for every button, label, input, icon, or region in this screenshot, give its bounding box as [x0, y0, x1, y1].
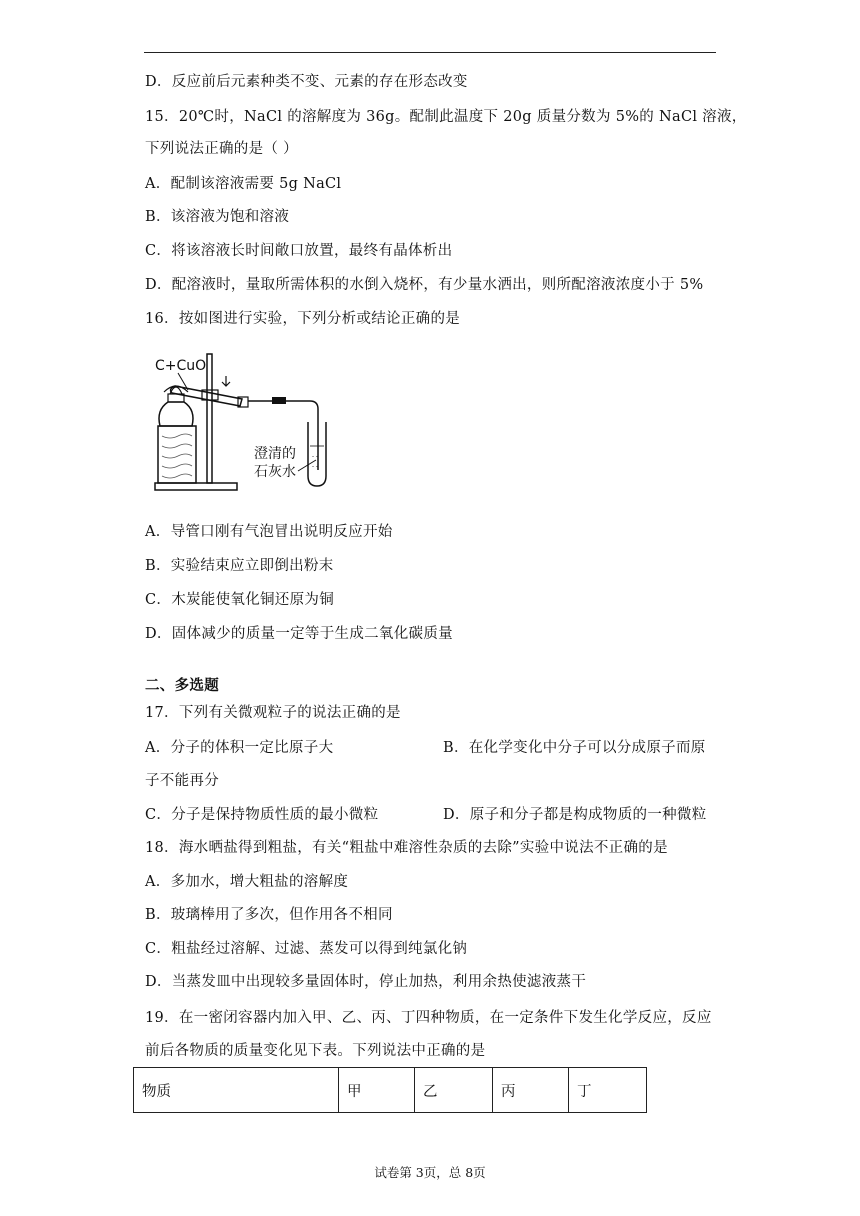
table-cell: 甲 [339, 1068, 415, 1113]
q15-option-b: B．该溶液为饱和溶液 [145, 209, 290, 225]
liquid-mark-2: - - [312, 463, 318, 470]
q19-stem-line2: 前后各物质的质量变化见下表。下列说法中正确的是 [145, 1043, 486, 1059]
q15-stem-line1: 15．20℃时，NaCl 的溶解度为 36g。配制此温度下 20g 质量分数为 5%的 NaCl 溶液， [145, 109, 747, 125]
table-row [134, 1068, 647, 1113]
q16-option-a: A．导管口刚有气泡冒出说明反应开始 [145, 524, 393, 540]
table-cell: 物质 [134, 1068, 339, 1113]
wood-grain [162, 434, 192, 478]
q17-option-b-line1: B．在化学变化中分子可以分成原子而原 [443, 740, 706, 756]
q18-option-c: C．粗盐经过溶解、过滤、蒸发可以得到纯氯化钠 [145, 941, 468, 957]
q15-option-a: A．配制该溶液需要 5g NaCl [145, 176, 342, 192]
q16-option-d: D．固体减少的质量一定等于生成二氧化碳质量 [145, 626, 453, 642]
q18-stem: 18．海水晒盐得到粗盐，有关“粗盐中难溶性杂质的去除”实验中说法不正确的是 [145, 840, 668, 856]
table-cell: 乙 [415, 1068, 493, 1113]
q17-option-b-line2: 子不能再分 [145, 773, 219, 789]
q15-option-c: C．将该溶液长时间敞口放置，最终有晶体析出 [145, 243, 453, 259]
q19-stem-line1: 19．在一密闭容器内加入甲、乙、丙、丁四种物质，在一定条件下发生化学反应，反应 [145, 1010, 712, 1026]
apparatus-figure [150, 350, 340, 500]
q17-option-a: A．分子的体积一定比原子大 [145, 740, 334, 756]
limewater-label-1: 澄清的 [254, 446, 296, 462]
q18-option-a: A．多加水，增大粗盐的溶解度 [145, 874, 349, 890]
limewater-label-2: 石灰水 [254, 464, 296, 480]
wooden-block [158, 426, 196, 483]
q14-option-d: D．反应前后元素种类不变、元素的存在形态改变 [145, 74, 468, 90]
header-rule [144, 52, 716, 53]
page-footer: 试卷第 3页，总 8页 [374, 1165, 486, 1180]
liquid-mark-1: - - [312, 453, 318, 460]
stand-base [155, 483, 237, 490]
reactant-label: C+CuO [155, 358, 207, 374]
alcohol-lamp [159, 402, 193, 426]
q18-option-b: B．玻璃棒用了多次，但作用各不相同 [145, 907, 393, 923]
q16-option-b: B．实验结束应立即倒出粉末 [145, 558, 334, 574]
q17-stem: 17．下列有关微观粒子的说法正确的是 [145, 705, 401, 721]
q17-option-d: D．原子和分子都是构成物质的一种微粒 [443, 807, 707, 823]
section-multiple-choice: 二、多选题 [145, 677, 219, 694]
q15-stem-line2: 下列说法正确的是（ ） [145, 141, 298, 157]
rubber-tube [272, 397, 286, 404]
q18-option-d: D．当蒸发皿中出现较多量固体时，停止加热，利用余热使滤液蒸干 [145, 974, 587, 990]
table-cell: 丙 [493, 1068, 569, 1113]
q17-option-c: C．分子是保持物质性质的最小微粒 [145, 807, 379, 823]
q15-option-d: D．配溶液时，量取所需体积的水倒入烧杯，有少量水洒出，则所配溶液浓度小于 5% [145, 277, 704, 293]
q16-stem: 16．按如图进行实验，下列分析或结论正确的是 [145, 311, 461, 327]
table-cell: 丁 [569, 1068, 647, 1113]
stand-rod [207, 354, 212, 483]
q16-option-c: C．木炭能使氧化铜还原为铜 [145, 592, 334, 608]
q19-mass-table [133, 1067, 647, 1113]
clamp-screw [222, 376, 230, 386]
